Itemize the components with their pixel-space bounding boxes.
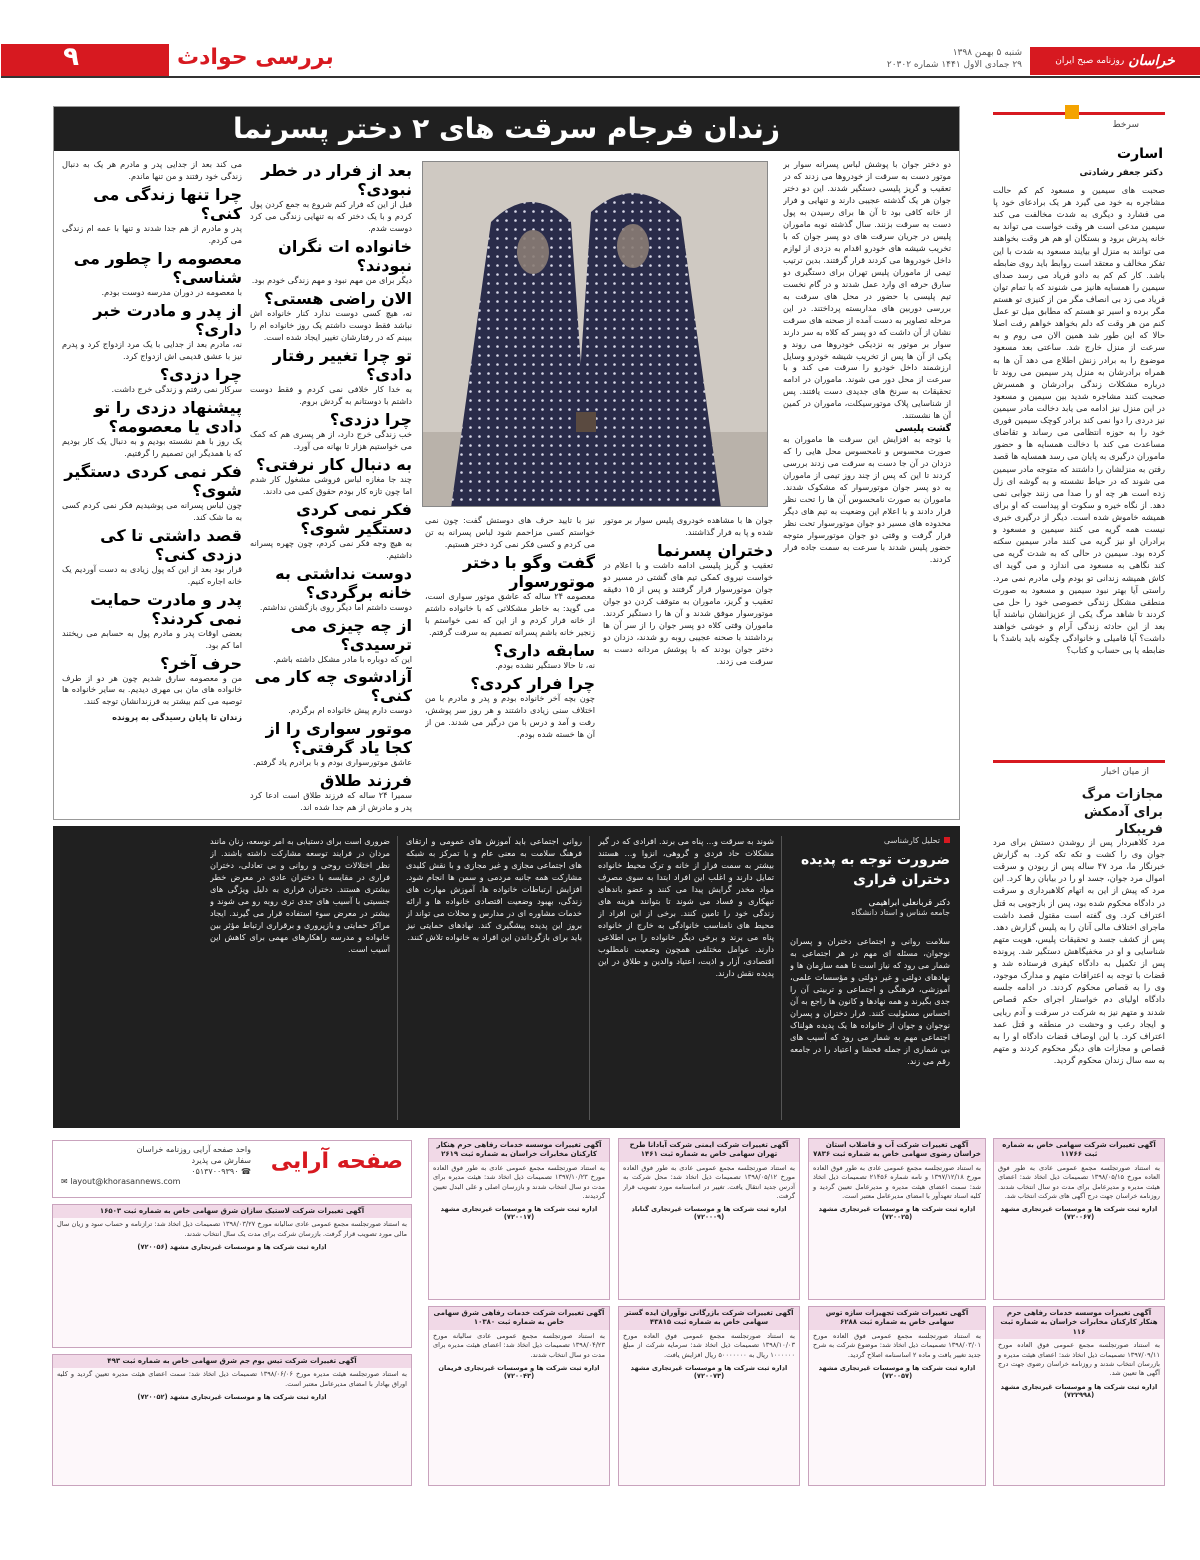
notice-body: به استناد صورتجلسه مجمع عمومی عادی به طور فوق العاده مورخ ۱۳۹۸/۰۵/۱۵ تصمیمات ذیل اتخاذ شد: اعضای هیئت مدیره و مدیرعامل برای مدت دو سال انتخاب شدند. روزنامه خراسان جهت درج آگهی های شرکت انتخاب شد. <box>998 1163 1160 1200</box>
analysis-header <box>790 836 950 917</box>
brand-block <box>1030 47 1200 75</box>
notice <box>618 1306 800 1486</box>
q-danger: بعد از فرار در خطر نبودی؟ <box>261 161 412 199</box>
column-rule <box>781 836 782 1120</box>
column-rule <box>397 836 398 1120</box>
q-change: تو چرا تغییر رفتار دادی؟ <box>272 345 412 384</box>
notice-head: آگهی تغییرات شرکت تجهیزات سازه توس سهامی خاص به شماره ثبت ۶۲۸۸ <box>809 1307 985 1330</box>
q-idea: پیشنهاد دزدی را تو دادی یا معصومه؟ <box>94 397 242 436</box>
notice-foot: اداره ثبت شرکت ها و موسسات غیرتجاری گناباد (۷۲۰۰۰۹) <box>631 1205 787 1222</box>
phone-icon: ☎ <box>241 1166 251 1176</box>
analysis-text-2: شوند به سرقت و... پناه می برند. افرادی که در گیر مشکلات حاد فردی و گروهی، انزوا و... هستند بیشتر به سمت فرار از خانه و ترک محیط خانواده تمایل دارند و اغلب این افراد ابتدا به سوی مصرف مواد مخدر گرایش پیدا می کنند و عضو باندهای تبهکاری و فساد می شوند تا بتوانند هزینه های زندگی خود را تامین کنند. برخی از این افراد از محیط های نامناسب خانوادگی به خارج از خانواده پناه می برند و برخی دیگر خانواده را بی اطلاعی دارند. عوامل مختلفی همچون وضعیت نامطلوب اقتصادی، آزار و اذیت، اعتیاد والدین و طلاق در این پدیده نقش دارند. <box>598 836 774 978</box>
column-body: صحبت های سیمین و مسعود کم کم حالت مشاجره به خود می گیرد هر یک برادعای خود پا می فشارد و دیگری به شدت مخالفت می کند سیمین مدعی است هر وقت خواست می تواند به خانه پدرش برود و بستگان او هم هر وقت بخواهند می توانند به منزل او بیایند مسعود به شدت با این تفکر مخالف و معتقد است روابط باید روی ضابطه باشد. کار کم کم به دادو فریاد می رسد صدای سیمین را همسایه هانیز می شنوند که با تمام توان فریاد می زد بی انصاف مگر من از کنیزی تو هستم مگر برده و اسیر تو هستم که مطابق میل تو عمل کنم من هر وقت که دلم بخواهد خواهم رفت اصلا حالا که این طور شد همین الان می روم و به سرعت از منزل خارج شد. ساعتی بعد مسعود موضوع را به برادر زنش اطلاع می دهد آن ها به همراه برادرشان به منزل پدر سیمین می روند تا درباره مشکلات زندگی برادرشان و همسرش صحبت کنند مشاجره شدید بین سیمین و مسعود در این منزل نیز ادامه می یابد دخالت مادر سیمین نیز دردی را دوا نمی کند برادر کوچک سیمین فوری خود را به حوزه انتظامی می رساند و تقاضای مساعدت می کند با دخالت همسایه ها و حضور ماموران درگیری به پایان می رسد همسایه ها قصد رفتن به منزلشان را داشتند که متوجه مادر سیمین می شوند که در حیاط نشسته و به گوشه ای زل زده است هر چه او را صدا می زنند جوابی نمی دهد. از نگاه خیره و سکوت او پیداست که او برای همیشه خاموش شده است. دیگر از درگیری خبری نیست همه گریه می کنند سیمین و مسعود و برادران او نیز گریه می کنند مادر سیمین سکته کرده بود. سیمین در حالی که به شدت گریه می کند نگاهی به مسعود می اندازد و می گوید ای کاش همیشه زندانی تو بودم ولی مادرم نمی مرد. راستی آیا بهتر نبود سیمین و مسعود به صورت منطقی مشکل زندگی خصوصی خود را حل می کردند تا شاهد مرگ یکی از عزیزانشان نباشند آیا بعد از این حادثه زندگی آرام و خوشی خواهند داشت؟ آیا فامیلی و خانوادگی چگونه باید باشد؟ با ضابطه یا بی حساب و کتاب؟ <box>993 185 1165 656</box>
q-why: چرا دزدی؟ <box>159 364 242 384</box>
subhead-divorce: فرزند طلاق <box>320 771 412 791</box>
q-work: به دنبال کار نرفتی؟ <box>255 454 412 474</box>
masthead <box>1 44 1200 78</box>
ad-phone <box>61 1167 251 1178</box>
subhead-interview: گفت وگو با دختر موتورسوار <box>463 552 595 591</box>
notice-body: به استناد صورتجلسه مجمع عمومی عادی به طور فوق العاده مورخ ۱۳۹۷/۱۰/۲۳ تصمیمات ذیل اتخاذ شد: هیئت مدیره برای مدت دو سال انتخاب شدند و بازرسان اصلی و علی البدل تعیین گردیدند. <box>433 1163 605 1200</box>
column-author: دکتر جعفر رشادتی <box>1079 168 1163 178</box>
analysis-text-1: سلامت روانی و اجتماعی دختران و پسران نوجوان، مسئله ای مهم در هر اجتماعی به شمار می رود که نیاز است تا همه سازمان ها و نهادهای دولتی و غیر دولتی و مؤسسات علمی، آموزشی، فرهنگی و اجتماعی و تربیتی آن را جدی بگیرند و همه نهادها و کانون ها راجع به آن احساس مسئولیت کنند. فرار دختران و پسران نوجوان و جوان از خانواده ها یک پدیده هولناک اجتماعی مهم به شمار می رود که آسیب های بی شماری از جمله فحشا و اعتیاد را در جامعه رقم می زند. <box>790 936 950 1066</box>
date-line-1: شنبه ۵ بهمن ۱۳۹۸ <box>952 48 1022 58</box>
layout-service-ad <box>52 1140 412 1198</box>
a-divorce: سمیرا ۲۴ ساله که فرزند طلاق است ادعا کرد پدر و مادرش از هم جدا شده اند. <box>250 790 412 813</box>
a-arrest: به هیچ وجه فکر نمی کردم، چون چهره پسرانه داشتیم. <box>250 537 412 560</box>
page-number: ۹ <box>63 42 79 72</box>
story-text-2b: معصومه ۲۴ ساله که عاشق موتور سواری است، می گوید: به خاطر مشکلاتی که با خانواده داشتم از خانه فرار کردم و از این که نمی خواستم با زنجیر خانه باشم پسرانه تصمیم به سرقت گرفتم. <box>425 590 595 637</box>
sidebar <box>993 102 1165 1132</box>
notice-body: به استناد صورتجلسه هیئت مدیره مورخ ۱۳۹۸/۰۶/۰۶ تصمیمات ذیل اتخاذ شد: سمت اعضای هیئت مدیره تعیین گردید و کلیه اوراق بهادار با امضای مدیرعامل معتبر است. <box>57 1370 408 1388</box>
analysis-title: ضرورت توجه به پدیده دختران فراری <box>800 852 950 888</box>
notice-foot: اداره ثبت شرکت ها و موسسات غیرتجاری مشهد (۷۲۰۰۲۵) <box>818 1205 976 1222</box>
notice-foot: اداره ثبت شرکت ها و موسسات غیرتجاری فریمان (۷۲۰۰۴۳) <box>438 1363 600 1380</box>
story-column-1 <box>783 159 951 815</box>
analysis-text-4: ضروری است برای دستیابی به امر توسعه، زنان مانند مردان در فرایند توسعه مشارکت داشته باشند. از نظر اختلالات روحی و روانی و بی تعادلی، دختران فراری در مقایسه با دختران عادی در معرض خطر بیشتری هستند. دختران فراری به دلیل ویژگی های جنسیتی با آسیب های جدی تری روبه رو می شوند و بیشتر در معرض سوء استفاده قرار می گیرند. ایجاد مراکز حمایتی و بازپروری و برقراری ارتباط مؤثر بین خانواده و مدرسه راهکارهای مهمی برای کاهش این آسیب است. <box>210 836 390 954</box>
q-arrest: فکر نمی کردی دستگیر شوی؟ <box>296 499 412 538</box>
headline: زندان فرجام سرقت های ۲ دختر پسرنما <box>233 112 780 145</box>
subhead-patrol: گشت پلیسی <box>894 424 951 435</box>
notice-head: آگهی تغییرات موسسه خدمات رفاهی حرم هنکار کارکنان مخابرات خراسان به شماره ثبت ۲۶۱۹ <box>429 1139 609 1162</box>
analysis-label-text: تحلیل کارشناسی <box>883 836 940 845</box>
story-photo <box>422 161 768 507</box>
notice-body: به استناد صورتجلسه مجمع عمومی عادی به طور فوق العاده مورخ ۱۳۹۷/۱۲/۱۸ و نامه شماره ۲۱۴۵۶ تصمیمات ذیل اتخاذ شد: سمت اعضای هیئت مدیره و مدیرعامل تعیین گردید و کلیه اسناد تعهدآور با امضای مدیرعامل معتبر است. <box>813 1163 982 1200</box>
news-body: مرد کلاهبردار پس از روشدن دستش برای مرد جوان وی را کشت و تکه تکه کرد. به گزارش خبرنگار ما، مرد ۴۷ ساله پس از ربودن و سرقت اموال مرد جوان، جسد او را در بیابان رها کرد. این مرد که پیش از این به اتهام کلاهبرداری و سرقت در دادگاه محکوم شده بود، پس از بازجویی به قتل اعتراف کرد. وی گفته است مقتول قصد داشت ماجرای اختلاف مالی آنان را به پلیس گزارش دهد. پس از کشف جسد و تحقیقات پلیس، هویت متهم شناسایی و او در مخفیگاهش دستگیر شد. پرونده پس از تکمیل به دادگاه کیفری فرستاده شد و قضات با توجه به اعترافات متهم و مدارک موجود، وی را به قصاص محکوم کردند. در ادامه جلسه دادگاه اولیای دم خواستار اجرای حکم قصاص شدند و متهم نیز به شرکت در سرقت و آدم ربایی و ایجاد رعب و وحشت در منطقه و قتل عمد اعتراف کرد. با این اوصاف قضات دادگاه او را به قصاص و مجازات های دیگر محکوم کردند و متهم به سه سال زندان محکوم گردید. <box>993 837 1165 1065</box>
date-line-2: ۲۹ جمادی الاول ۱۴۴۱ شماره ۲۰۳۰۲ <box>886 60 1022 71</box>
mail-icon: ✉ <box>61 1177 68 1187</box>
issue-date <box>852 47 1022 71</box>
ad-title: صفحه آرایی <box>270 1149 403 1174</box>
tagline: روزنامه صبح ایران <box>1055 56 1125 66</box>
column-label: سرخط <box>1112 120 1139 130</box>
story-column-2 <box>603 515 773 815</box>
q-alone: چرا تنها زندگی می کنی؟ <box>93 184 242 223</box>
a-parents: نه، مادرم بعد از جدایی با یک مرد ازدواج کرد و پدرم نیز با عشق قدیمی اش ازدواج کرد. <box>62 338 242 361</box>
main-story <box>53 106 960 820</box>
notice <box>993 1306 1165 1486</box>
a-idea: یک روز با هم نشسته بودیم و به دنبال یک کار بودیم که با همدیگر این تصمیم را گرفتیم. <box>62 435 242 458</box>
subhead-girls: دختران پسرنما <box>657 540 773 560</box>
notice-foot: اداره ثبت شرکت ها و موسسات غیرتجاری مشهد (۷۲۰۰۵۷) <box>818 1363 976 1380</box>
a-freed: دوست دارم پیش خانواده ام برگردم. <box>288 705 412 716</box>
q-fear: از چه چیزی می ترسیدی؟ <box>290 615 412 654</box>
notice-body: به استناد صورتجلسه مجمع عمومی عادی به طور فوق العاده مورخ ۱۳۹۸/۰۵/۱۲ تصمیمات ذیل اتخاذ شد: محل شرکت به آدرس جدید انتقال یافت. تغییر در اساسنامه مورد تصویب قرار گرفت. <box>623 1163 795 1200</box>
story-text-2a: تعقیب و گریز پلیسی ادامه داشت و با اعلام در خواست نیروی کمکی تیم های گشتی در مسیر دو جوان موتورسوار قرار گرفتند و پس از ۱۵ دقیقه تعقیب و گریز، ماموران به متوقف کردن دو جوان موتورسوار موفق شدند و آن ها را دستگیر کردند. ماموران وقتی کلاه دو پسر جوان را از سر آن ها برداشتند با صحنه عجیبی روبه رو شدند، دزدان دو دختر جوان بودند که با پوشش مردانه دست به سرقت می زدند. <box>603 559 773 666</box>
ad-sub-1: واحد صفحه آرایی روزنامه خراسان <box>136 1145 251 1154</box>
q-caught: فکر نمی کردی دستگیر شوی؟ <box>64 461 242 500</box>
notice-head: آگهی تغییرات شرکت سهامی خاص به شماره ثبت ۱۱۷۶۶ <box>994 1139 1164 1162</box>
headline-bar <box>54 107 959 151</box>
logo: خراسان <box>1128 53 1175 69</box>
column-title: اسارت <box>1117 146 1163 162</box>
ad-email[interactable] <box>61 1177 251 1188</box>
a-until: قرار بود بعد از این که پول زیادی به دست آوردیم یک خانه اجاره کنیم. <box>62 563 242 586</box>
story-text-3a: نیز با تایید حرف های دوستش گفت: چون نمی خواستم کسی مزاحمم شود لباس پسرانه به تن می کردم و کسی فکر نمی کرد دختر هستیم. <box>425 515 595 549</box>
notice-foot: اداره ثبت شرکت ها و موسسات غیرتجاری مشهد (۷۲۲۹۹۸) <box>1000 1382 1158 1399</box>
q-freed: آزادشوی چه کار می کنی؟ <box>254 667 412 706</box>
analysis-author-sub: جامعه شناس و استاد دانشگاه <box>851 908 950 918</box>
notice-foot: اداره ثبت شرکت ها و موسسات غیرتجاری مشهد (۷۲۰۰۷۳) <box>630 1363 788 1380</box>
q-why-steal: چرا دزدی؟ <box>329 409 412 429</box>
notice-head: آگهی تغییرات شرکت آب و فاضلاب استان خراسان رضوی سهامی خاص به شماره ثبت ۷۸۳۶ <box>809 1139 985 1162</box>
notice-head: آگهی تغییرات شرکت ایمنی شرکت آبادانا طرح تهران سهامی خاص به شماره ثبت ۱۴۶۱ <box>619 1139 799 1162</box>
notice-foot: اداره ثبت شرکت ها و موسسات غیرتجاری مشهد (۷۲۰۰۵۲) <box>137 1393 327 1402</box>
analysis-label <box>790 836 950 845</box>
notice-foot: اداره ثبت شرکت ها و موسسات غیرتجاری مشهد (۷۲۰۰۱۷) <box>440 1205 598 1222</box>
ad-phone-number: ۰۵۱۳۷۰۰۹۳۹۰ <box>191 1166 239 1176</box>
label-marker <box>944 837 950 843</box>
story-closing: زندان تا پایان رسیدگی به پرونده <box>112 712 242 723</box>
section-title: بررسی حوادث <box>177 45 334 70</box>
a-caught: چون لباس پسرانه می پوشیدیم فکر نمی کردم کسی به ما شک کند. <box>62 499 242 522</box>
q-family: خانواده ات نگران نبودند؟ <box>278 236 412 275</box>
a-fear: این که دوباره با مادر مشکل داشته باشم. <box>273 653 412 664</box>
a-why-steal: خب زندگی خرج دارد، از هر پسری هم که کمک می خواستیم هزار تا بهانه می آورد. <box>250 428 412 451</box>
photo-two-women-in-chador <box>422 162 767 507</box>
notice <box>993 1138 1165 1300</box>
story-text-1: دو دختر جوان با پوشش لباس پسرانه سوار بر موتور دست به سرقت از خودروها می زدند که در تعقیب و گریز پلیسی دستگیر شدند. این دو دختر جوان هر یک گذشته عجیبی دارند و تنهایی و فرار از خانه کافی بود تا آن ها برای رسیدن به پول دست به سرقت بزنند. سال گذشته نوبه ماموران پلیس در جریان سرقت های دو پسر جوان که با تخریب شیشه های خودرو اقدام به دزدی از لوازم داخل خودروها می کردند قرار گرفتند. بدین ترتیب تیمی از ماموران پلیس تهران برای دستگیری دو سارق حرفه ای وارد عمل شدند و در گام نخست تیم پلیسی با حضور در محل های سرقت به بررسی دوربین های مداربسته پرداختند. در این مرحله تصاویر به دست آمده از صحنه های سرقت نشان از آن داشت که دو پسر که کلاه به سر دارند سوار بر موتور به نزدیکی خودروها می روند و یکی از آن ها پس از تخریب شیشه خودرو وسایل ارزشمند داخل خودرو را سرقت می کند و با سرعت از محل دور می شوند. ماموران در ادامه تحقیقات به سرنخ های جدیدی دست یافتند. پس از شناسایی پلاک موتورسیکلت، ماموران در کمین آن ها نشستند. <box>783 159 951 421</box>
a-record: نه، تا حالا دستگیر نشده بودم. <box>495 659 595 670</box>
ad-sub <box>61 1145 251 1188</box>
notice-body: به استناد صورتجلسه مجمع عمومی فوق العاده مورخ ۱۳۹۸/۱۰/۰۳ تصمیمات ذیل اتخاذ شد: سرمایه شرکت از مبلغ ۱۰۰۰۰۰۰ ریال به ۵۰۰۰۰۰۰۰ ریال افزایش یافت. <box>623 1331 795 1359</box>
analysis-text-3: روانی اجتماعی باید آموزش های عمومی و ارتقای فرهنگ سلامت به معنی عام و با تمرکز به شبکه های اجتماعی مجازی و غیر مجازی و با نقش کلیدی مشارکت همه جانبه مردمی و سمن ها انجام شود. افزایش ارتباطات خانواده ها، آموزش مهارت های زندگی، بهبود وضعیت اقتصادی خانواده ها و ارائه خدمات مشاوره ای در مدارس و محلات می تواند از بروز این پدیده پیشگیری کند. نهادهای حمایتی نیز باید برای بازگرداندن این افراد به خانواده تلاش کنند. <box>406 836 582 942</box>
q-know: معصومه را چطور می شناسی؟ <box>73 248 242 287</box>
notice <box>618 1138 800 1300</box>
a-support: بعضی اوقات پدر و مادرم پول به حسابم می ریختند اما کم بود. <box>62 627 242 650</box>
column-label-bar <box>993 112 1165 136</box>
q-last-word: حرف آخر؟ <box>160 653 242 673</box>
notice-head: آگهی تغییرات شرکت لاستیک سازان شرق سهامی خاص به شماره ثبت ۱۶۵۰۳ <box>53 1205 411 1218</box>
notice-foot: اداره ثبت شرکت ها و موسسات غیرتجاری مشهد (۷۲۰۰۶۷) <box>1000 1205 1158 1222</box>
notice <box>428 1138 610 1300</box>
notice-foot: اداره ثبت شرکت ها و موسسات غیرتجاری مشهد (۷۲۰۰۵۶) <box>137 1243 327 1252</box>
q-support: پدر و مادرت حمایت نمی کردند؟ <box>90 589 242 628</box>
a-why: سرکار نمی رفتم و زندگی خرج داشت. <box>111 383 242 394</box>
notice-head: آگهی تغییرات موسسه خدمات رفاهی حرم هنکار کارکنان مخابرات خراسان به شماره ثبت ۱۱۶ <box>994 1307 1164 1339</box>
notice <box>52 1204 412 1348</box>
q-parents: از پدر و مادرت خبر داری؟ <box>93 300 242 339</box>
story-column-5 <box>62 159 242 815</box>
a-know: با معصومه در دوران مدرسه دوست بودم. <box>101 286 242 297</box>
notice <box>52 1354 412 1486</box>
analysis-author: دکتر قربانعلی ابراهیمی <box>868 898 950 909</box>
notice <box>808 1306 986 1486</box>
news-label-bar <box>993 760 1165 780</box>
a-satisfied: نه، هیچ کسی دوست ندارد کنار خانواده اش نباشد فقط دوست داشتم یک روز خانواده ام را ببینم که در رفتارشان تغییر ایجاد شده است. <box>250 307 412 342</box>
story-text-1b: با توجه به افزایش این سرقت ها ماموران به صورت محسوس و نامحسوس محل هایی را که دزدان در آن جا دست به سرقت می زدند بررسی کردند تا این که پس از چند روز تیمی از ماموران به دو پسر جوان موتورسوار که مشکوک شدند. ماموران به صورت نامحسوس آن ها را تحت نظر قرار دادند و با اعلام این وضعیت به تیم های دیگر محدوده های مسیر دو جوان موتورسوار تحت نظر قرار گرفت و وقتی دو جوان موتورسوار متوجه حضور پلیس شدند با سرعت به سمت جاده فرار کردند. <box>783 434 951 564</box>
news-title: مجازات مرگ برای آدمکش فریبکار <box>1081 787 1163 838</box>
a-return: دوست داشتم اما دیگر روی بازگشتن نداشتم. <box>259 601 412 612</box>
story-column-3 <box>425 515 595 815</box>
q-escape: چرا فرار کردی؟ <box>470 673 595 693</box>
ad-sub-2: سفارش می پذیرد <box>191 1155 251 1165</box>
q-motorcycle: موتور سواری را از کجا یاد گرفتی؟ <box>265 719 412 758</box>
a-escape: چون بچه آخر خانواده بودم و پدر و مادرم با من اختلاف سنی زیادی داشتند و هر روز سر پوشش، رفت و آمد و درس با من درگیر می شدند. من از آن ها خسته شده بودم. <box>425 692 595 739</box>
notice-body: به استناد صورتجلسه مجمع عمومی فوق العاده مورخ ۱۳۹۸/۰۳/۰۱ تصمیمات ذیل اتخاذ شد: موضوع شرکت به شرح جدید تغییر یافت و ماده ۲ اساسنامه اصلاح گردید. <box>813 1331 981 1359</box>
q-until: قصد داشتی تا کی دزدی کنی؟ <box>100 525 242 564</box>
news-label: از میان اخبار <box>1101 767 1149 777</box>
story-text-5a: می کند بعد از جدایی پدر و مادرم هر یک به دنبال زندگی خود رفتند و من تنها ماندم. <box>62 159 242 181</box>
story-column-4 <box>250 159 412 815</box>
a-danger: قبل از این که فرار کنم شروع به جمع کردن پول کردم و با یک دختر که به تنهایی زندگی می کرد دوست شدم. <box>250 199 412 233</box>
a-alone: پدر و مادرم از هم جدا شدند و تنها با عمه ام زندگی می کردم. <box>62 222 242 245</box>
q-record: سابقه داری؟ <box>493 640 595 660</box>
notice-head: آگهی تغییرات شرکت خدمات رفاهی شرق سهامی خاص به شماره ثبت ۱۰۳۸۰ <box>429 1307 609 1330</box>
notice-body: به استناد صورتجلسه مجمع عمومی عادی سالیانه مورخ ۱۳۹۸/۰۳/۲۷ تصمیمات ذیل اتخاذ شد: ترازنامه و حساب سود و زیان سال مالی مورد تصویب قرار گرفت. بازرسان شرکت برای مدت یک سال انتخاب شدند. <box>57 1220 407 1238</box>
q-return: دوست نداشتی به خانه برگردی؟ <box>275 563 412 602</box>
a-family: دیگر برای من مهم نبود و مهم زندگی خودم بود. <box>251 274 412 285</box>
notice <box>428 1306 610 1486</box>
q-satisfied: الان راضی هستی؟ <box>264 288 412 308</box>
a-last-word: من و معصومه سارق شدیم چون هر دو از طرف خانواده های مان بی مهری دیدیم. به سایر خانواده ها توصیه می کنم بیشتر به فرزندانشان توجه کنند. <box>62 672 242 707</box>
a-motorcycle: عاشق موتورسواری بودم و با برادرم یاد گرفتم. <box>252 757 412 768</box>
notice-head: آگهی تغییرات شرکت تیس بوم جم شرق سهامی خاص به شماره ثبت ۴۹۳ <box>53 1355 411 1368</box>
notice <box>808 1138 986 1300</box>
notice-head: آگهی تغییرات شرکت بازرگانی نوآوران ایده گستر سهامی خاص به شماره ثبت ۴۳۸۱۵ <box>619 1307 799 1330</box>
notice-body: به استناد صورتجلسه مجمع عمومی فوق العاده مورخ ۱۳۹۷/۰۹/۱۱ تصمیمات ذیل اتخاذ شد: اعضای هیئت مدیره و بازرسان انتخاب شدند و روزنامه خراسان رضوی جهت درج آگهی ها تعیین شد. <box>998 1341 1160 1378</box>
column-rule <box>589 836 590 1120</box>
a-change: به خدا کار خلافی نمی کردم و فقط دوست داشتم با دوستانم به گردش بروم. <box>250 383 412 406</box>
analysis-box <box>53 826 960 1128</box>
column-marker <box>1065 105 1079 119</box>
story-caption: جوان ها با مشاهده خودروی پلیس سوار بر موتور شده و پا به فرار گذاشتند. <box>603 515 773 537</box>
notice-body: به استناد صورتجلسه مجمع عمومی عادی سالیانه مورخ ۱۳۹۸/۰۴/۲۳ تصمیمات ذیل اتخاذ شد: اعضای هیئت مدیره برای مدت دو سال انتخاب شدند. <box>433 1331 605 1359</box>
a-work: چند جا مغازه لباس فروشی مشغول کار شدم اما چون تازه کار بودم حقوق کمی می دادند. <box>250 473 412 496</box>
ad-email-address[interactable]: layout@khorasannews.com <box>70 1177 181 1187</box>
